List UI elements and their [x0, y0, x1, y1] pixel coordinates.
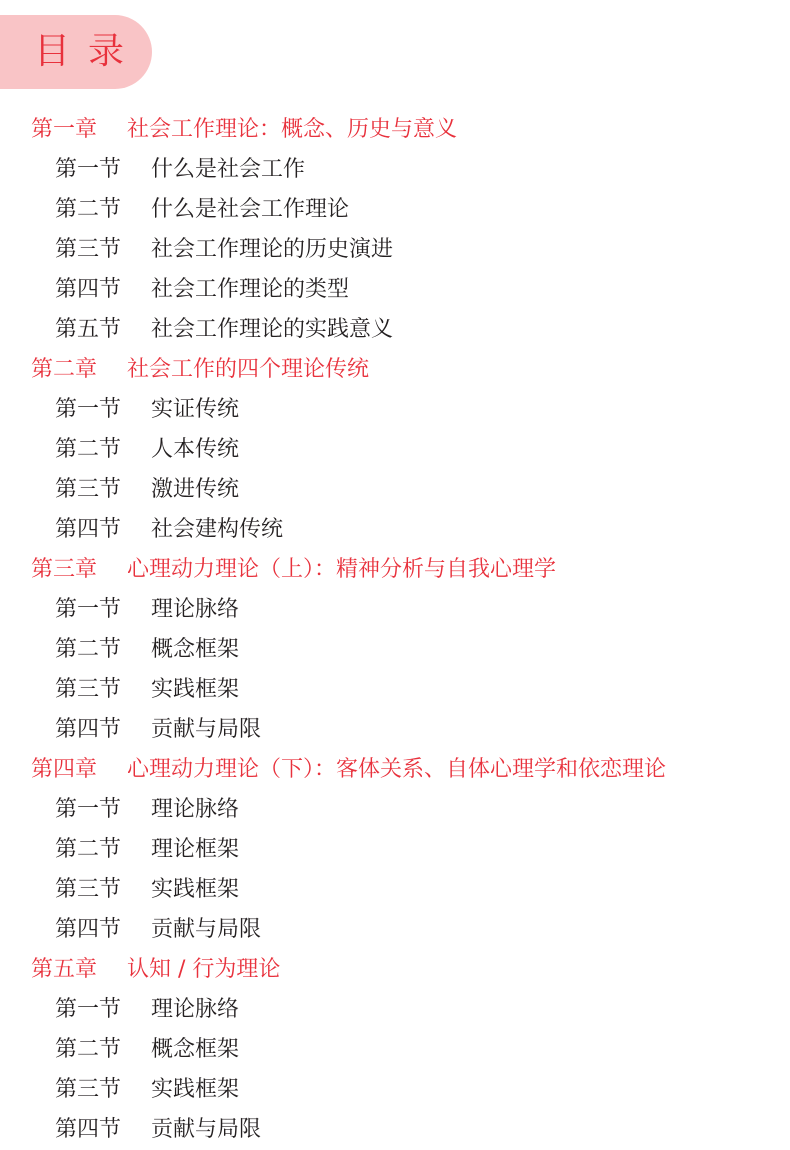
- section-number: 第四节: [55, 277, 122, 302]
- section-number: 第三节: [55, 237, 122, 262]
- chapter-title: 社会工作理论：概念、历史与意义: [127, 117, 458, 142]
- section-title: 概念框架: [151, 637, 240, 662]
- section-entry[interactable]: [0, 830, 790, 870]
- section-entry[interactable]: [0, 870, 790, 910]
- section-number: 第二节: [55, 637, 122, 662]
- section-entry[interactable]: [0, 1030, 790, 1070]
- section-title: 实践框架: [151, 677, 240, 702]
- section-entry[interactable]: [0, 790, 790, 830]
- chapter-title: 社会工作的四个理论传统: [127, 357, 370, 382]
- chapter-title: 心理动力理论（上）：精神分析与自我心理学: [127, 557, 557, 582]
- section-title: 人本传统: [151, 437, 240, 462]
- chapter-entry[interactable]: [0, 750, 790, 790]
- section-title: 社会建构传统: [151, 517, 284, 542]
- section-entry[interactable]: [0, 270, 790, 310]
- section-title: 概念框架: [151, 1037, 240, 1062]
- section-number: 第三节: [55, 1077, 122, 1102]
- page-title: 目录: [34, 31, 143, 72]
- section-entry[interactable]: [0, 1070, 790, 1110]
- section-number: 第五节: [55, 317, 122, 342]
- section-title: 贡献与局限: [151, 717, 262, 742]
- section-title: 社会工作理论的历史演进: [151, 237, 394, 262]
- section-title: 什么是社会工作理论: [151, 197, 350, 222]
- section-number: 第一节: [55, 597, 122, 622]
- section-number: 第二节: [55, 437, 122, 462]
- section-title: 贡献与局限: [151, 917, 262, 942]
- chapter-number: 第四章: [31, 757, 98, 782]
- section-entry[interactable]: [0, 310, 790, 350]
- section-title: 社会工作理论的实践意义: [151, 317, 394, 342]
- section-number: 第四节: [55, 517, 122, 542]
- section-title: 实证传统: [151, 397, 240, 422]
- section-number: 第一节: [55, 397, 122, 422]
- section-entry[interactable]: [0, 190, 790, 230]
- section-entry[interactable]: [0, 710, 790, 750]
- chapter-entry[interactable]: [0, 550, 790, 590]
- section-title: 理论框架: [151, 837, 240, 862]
- chapter-title: 心理动力理论（下）：客体关系、自体心理学和依恋理论: [127, 757, 667, 782]
- section-entry[interactable]: [0, 430, 790, 470]
- section-title: 实践框架: [151, 1077, 240, 1102]
- chapter-entry[interactable]: [0, 350, 790, 390]
- section-number: 第一节: [55, 797, 122, 822]
- section-title: 激进传统: [151, 477, 240, 502]
- section-number: 第二节: [55, 1037, 122, 1062]
- section-number: 第四节: [55, 917, 122, 942]
- chapter-number: 第五章: [31, 957, 98, 982]
- chapter-entry[interactable]: [0, 110, 790, 150]
- section-number: 第一节: [55, 997, 122, 1022]
- chapter-entry[interactable]: [0, 950, 790, 990]
- section-number: 第三节: [55, 677, 122, 702]
- section-number: 第二节: [55, 837, 122, 862]
- section-title: 实践框架: [151, 877, 240, 902]
- section-title: 贡献与局限: [151, 1117, 262, 1142]
- section-number: 第四节: [55, 717, 122, 742]
- section-title: 理论脉络: [151, 997, 240, 1022]
- section-title: 理论脉络: [151, 797, 240, 822]
- section-entry[interactable]: [0, 590, 790, 630]
- section-entry[interactable]: [0, 470, 790, 510]
- section-entry[interactable]: [0, 670, 790, 710]
- section-entry[interactable]: [0, 150, 790, 190]
- chapter-number: 第三章: [31, 557, 98, 582]
- section-entry[interactable]: [0, 630, 790, 670]
- chapter-number: 第二章: [31, 357, 98, 382]
- section-entry[interactable]: [0, 390, 790, 430]
- section-number: 第二节: [55, 197, 122, 222]
- section-title: 理论脉络: [151, 597, 240, 622]
- section-number: 第三节: [55, 477, 122, 502]
- section-entry[interactable]: [0, 910, 790, 950]
- chapter-title: 认知 / 行为理论: [127, 957, 281, 982]
- section-entry[interactable]: [0, 990, 790, 1030]
- section-title: 什么是社会工作: [151, 157, 306, 182]
- chapter-number: 第一章: [31, 117, 98, 142]
- table-of-contents: [0, 110, 790, 1150]
- section-number: 第三节: [55, 877, 122, 902]
- section-entry[interactable]: [0, 510, 790, 550]
- section-number: 第四节: [55, 1117, 122, 1142]
- section-entry[interactable]: [0, 1110, 790, 1150]
- section-title: 社会工作理论的类型: [151, 277, 350, 302]
- toc-header-tab: [0, 15, 152, 89]
- section-number: 第一节: [55, 157, 122, 182]
- section-entry[interactable]: [0, 230, 790, 270]
